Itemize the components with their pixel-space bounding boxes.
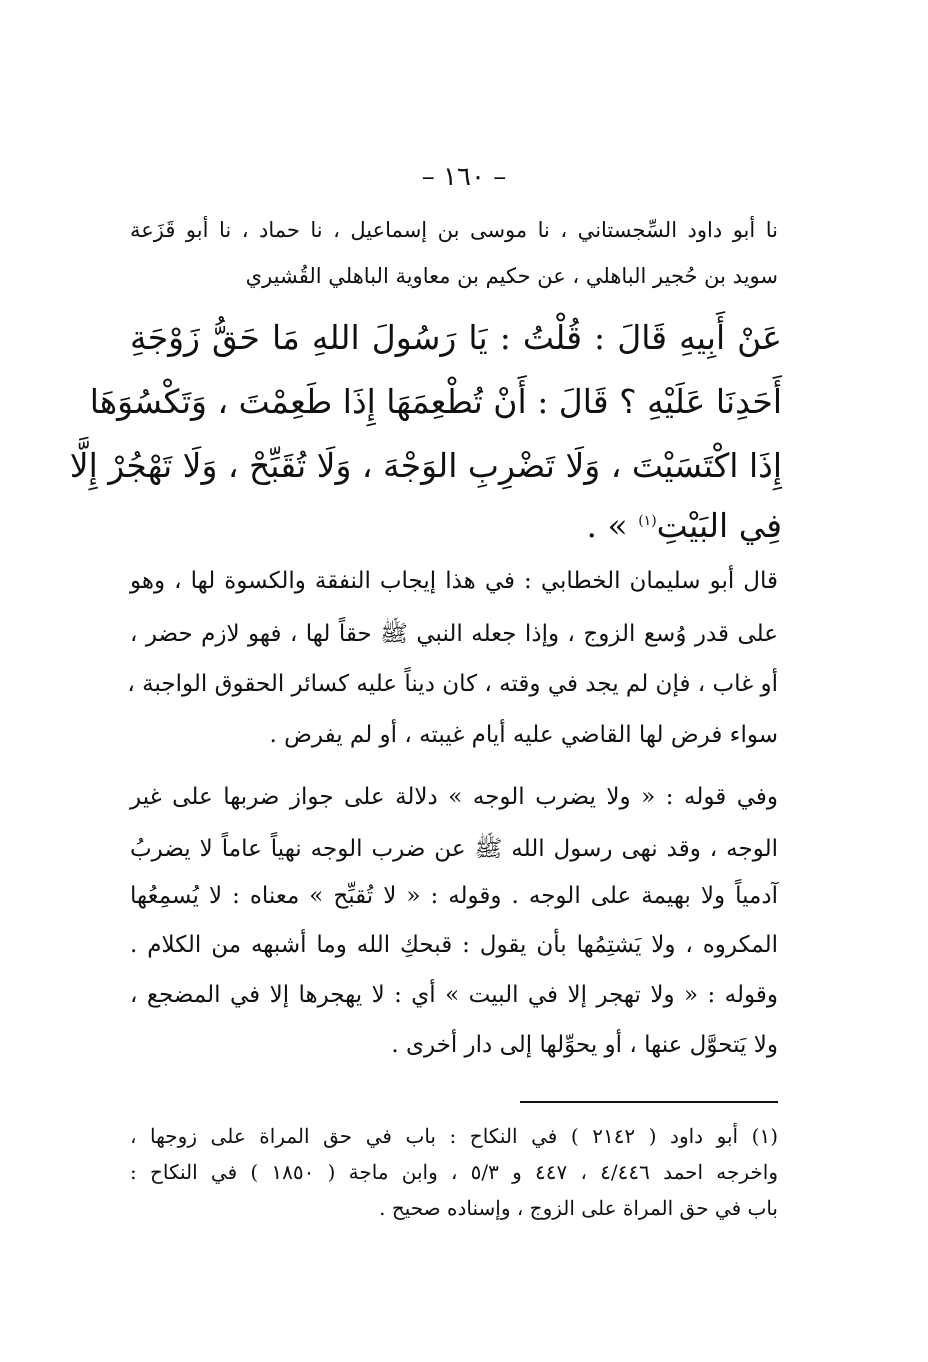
footnote-line: واخرجه احمد ٤/٤٤٦ ، ٤٤٧ و ٥/٣ ، وابن ماجة ( ١٨٥٠ ) في النكاح : <box>130 1160 778 1184</box>
commentary-line: سواء فرض لها القاضي عليه أيام غيبته ، أو لم يفرض . <box>269 722 778 748</box>
footnote-divider <box>520 1101 778 1103</box>
hadith-line-text: فِي البَيْتِ <box>656 506 782 545</box>
commentary-line: الوجه ، وقد نهى رسول الله ﷺ عن ضرب الوجه نهياً عاماً لا يضربُ <box>130 836 778 862</box>
footnote-reference: (١) <box>638 513 657 529</box>
isnad-line: سويد بن حُجير الباهلي ، عن حكيم بن معاوية الباهلي القُشيري <box>245 264 778 288</box>
footnote-line: (١) أبو داود ( ٢١٤٢ ) في النكاح : باب في حق المراة على زوجها ، <box>130 1124 778 1148</box>
commentary-line: قال أبو سليمان الخطابي : في هذا إيجاب النفقة والكسوة لها ، وهو <box>130 568 778 594</box>
commentary-line: وفي قوله : « ولا يضرب الوجه » دلالة على جواز ضربها على غير <box>130 784 778 810</box>
footnote-line: باب في حق المراة على الزوج ، وإسناده صحيح . <box>379 1196 778 1220</box>
hadith-line: أَحَدِنَا عَلَيْهِ ؟ قَالَ : أَنْ تُطْعِمَهَا إِذَا طَعِمْتَ ، وَتَكْسُوَهَا <box>89 382 782 421</box>
isnad-line: نا أبو داود السِّجستاني ، نا موسى بن إسماعيل ، نا حماد ، نا أبو قَزَعة <box>130 218 778 242</box>
hadith-line: عَنْ أَبِيهِ قَالَ : قُلْتُ : يَا رَسُولَ اللهِ مَا حَقُّ زَوْجَةِ <box>130 318 782 357</box>
commentary-line: ولا يَتحوَّل عنها ، أو يحوِّلها إلى دار أخرى . <box>391 1032 778 1058</box>
hadith-line: إِذَا اكْتَسَيْتَ ، وَلَا تَضْرِبِ الوَجْهَ ، وَلَا تُقَبِّحْ ، وَلَا تَهْجُرْ إِلَّا <box>69 446 782 485</box>
page-number: – ١٦٠ – <box>421 162 507 192</box>
commentary-line: آدمياً ولا بهيمة على الوجه . وقوله : « لا تُقبِّح » معناه : لا يُسمِعُها <box>130 883 778 909</box>
commentary-line: أو غاب ، فإن لم يجد في وقته ، كان ديناً عليه كسائر الحقوق الواجبة ، <box>127 671 778 697</box>
hadith-line-last <box>130 506 782 545</box>
hadith-closing-quote: » . <box>586 506 628 545</box>
commentary-line: وقوله : « ولا تهجر إلا في البيت » أي : لا يهجرها إلا في المضجع ، <box>130 982 778 1008</box>
commentary-line: المكروه ، ولا يَشتِمُها بأن يقول : قبحكِ الله وما أشبهه من الكلام . <box>130 932 778 958</box>
commentary-line: على قدر وُسع الزوج ، وإذا جعله النبي ﷺ حقاً لها ، فهو لازم حضر ، <box>130 621 778 647</box>
